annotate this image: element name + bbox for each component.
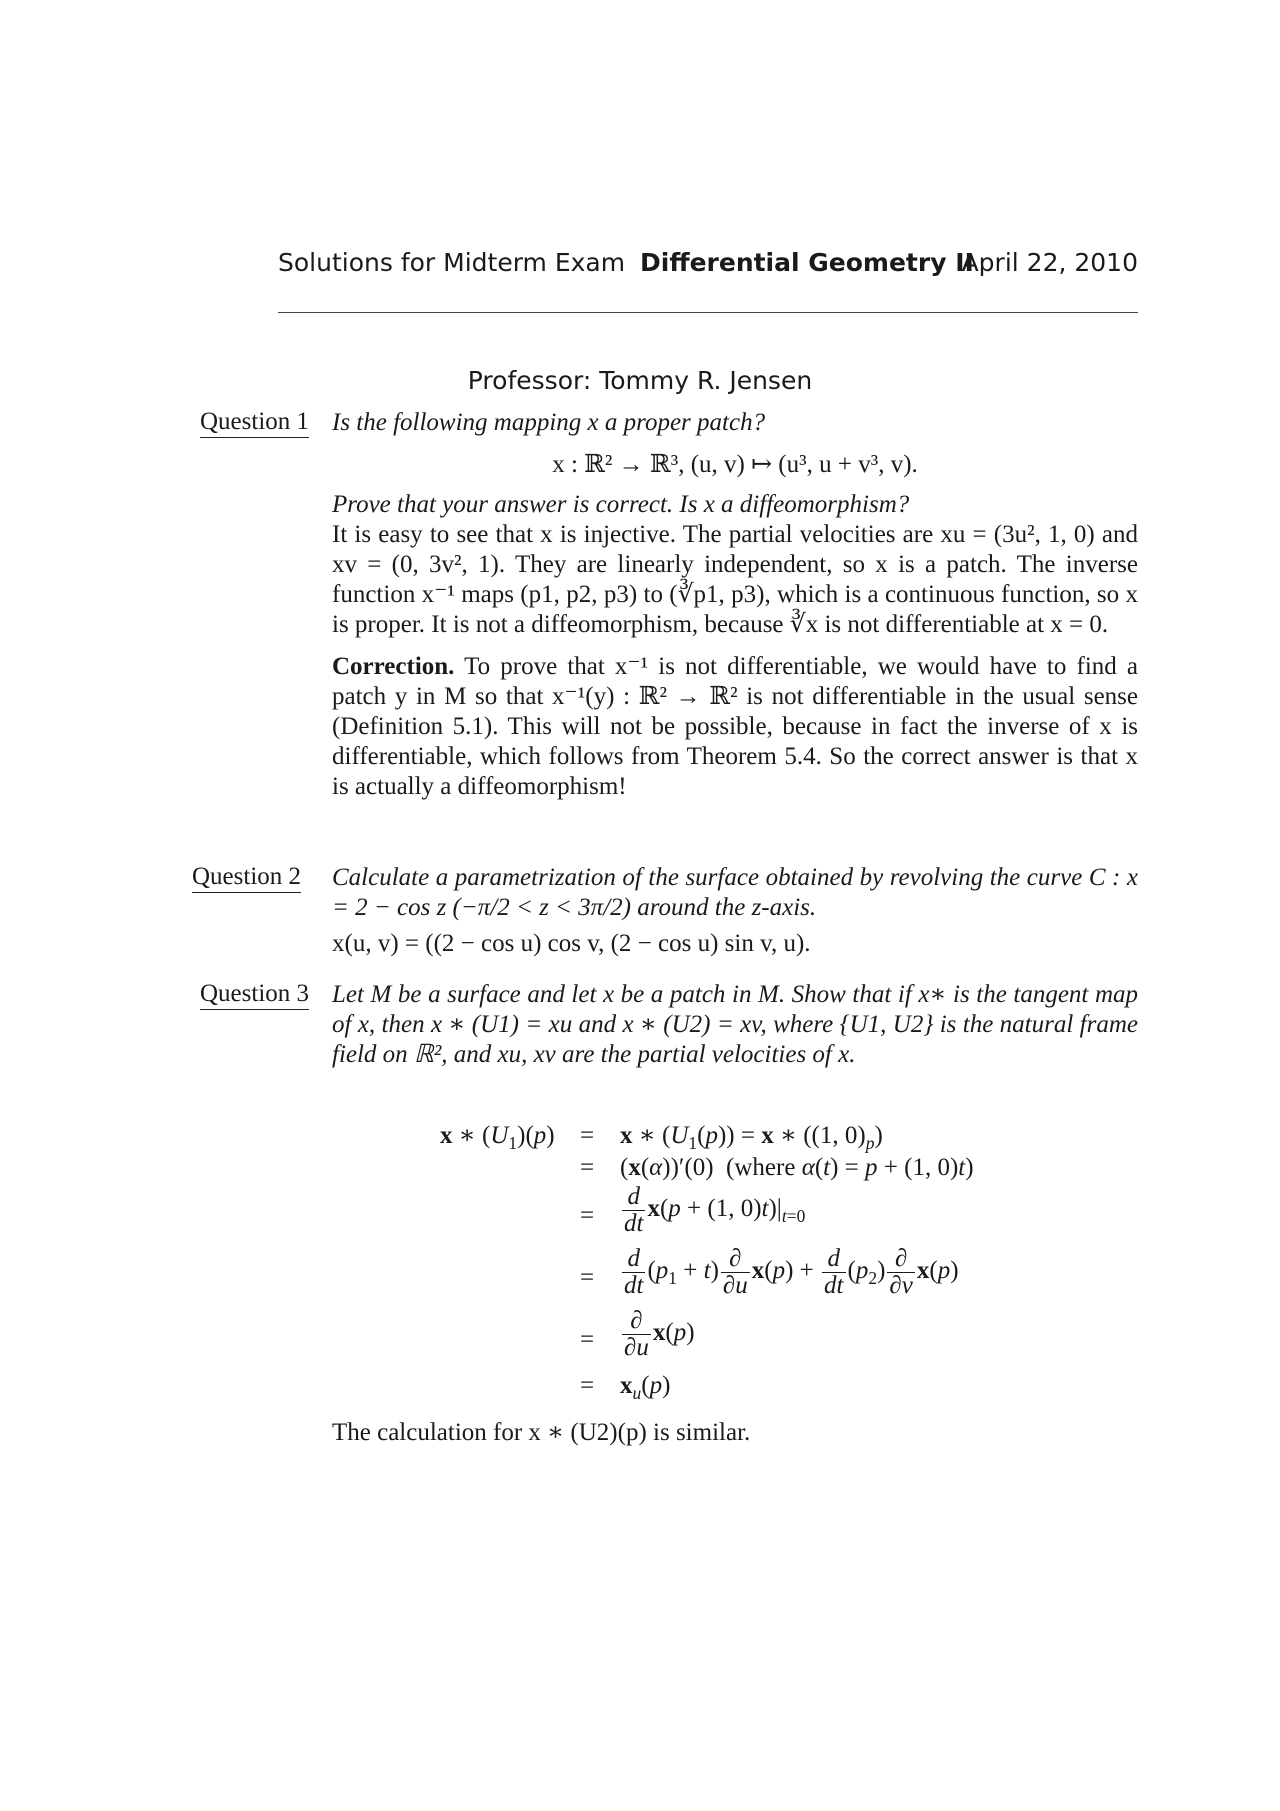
question-3-prompt: Let M be a surface and let x be a patch in M. Show that if x∗ is the tangent map of x, then x ∗ (U1) = xu and x ∗ (U2) = xv, where {U1, U2} is the natural frame field on ℝ², and xu, xv are the partial velocities of x. [332,981,1138,1068]
question-1-block [332,408,1138,802]
question-1-answer: It is easy to see that x is injective. The partial velocities are xu = (3u², 1, 0) and xv = (0, 3v², 1). They are linearly independent, so x is a patch. The inverse function x⁻¹ maps (p1, p2, p3) to (∛p1, p3), which is a continuous function, so x is proper. It is not a diffeomorphism, because ∛x is not differentiable at x = 0. [332,521,1138,638]
correction-label: Correction. [332,653,455,680]
header-rule [278,312,1138,313]
question-2-block [332,863,1138,959]
question-3-label: Question 3 [200,980,309,1010]
question-1-formula: x : ℝ² → ℝ³, (u, v) ↦ (u³, u + v³, v). [552,451,918,478]
question-1-prompt: Is the following mapping x a proper patch? [332,409,766,436]
header-date: April 22, 2010 [961,248,1138,277]
question-2-answer: x(u, v) = ((2 − cos u) cos v, (2 − cos u) sin v, u). [332,930,811,957]
question-2-prompt: Calculate a parametrization of the surface obtained by revolving the curve C : x = 2 − cos z (−π/2 < z < 3π/2) around the z-axis. [332,864,1138,921]
header-course-doc: Solutions for Midterm Exam [278,248,626,277]
question-2-label: Question 2 [192,863,301,893]
question-3-closing: The calculation for x ∗ (U2)(p) is similar. [332,1419,751,1446]
professor-line: Professor: Tommy R. Jensen [467,366,813,395]
header-course-title: Differential Geometry II [640,248,974,277]
question-1-label: Question 1 [200,408,309,438]
correction-text: To prove that x⁻¹ is not differentiable, we would have to find a patch y in M so that x⁻¹(y) : ℝ² → ℝ² is not differentiable in the usual sense (Definition 5.1). This will not be possible, because in fact the inverse of x is differentiable, which follows from Theorem 5.4. So the correct answer is that x is actually a diffeomorphism! [332,653,1138,800]
question-1-correction [332,652,1138,802]
question-1-prompt2: Prove that your answer is correct. Is x a diffeomorphism? [332,491,910,518]
